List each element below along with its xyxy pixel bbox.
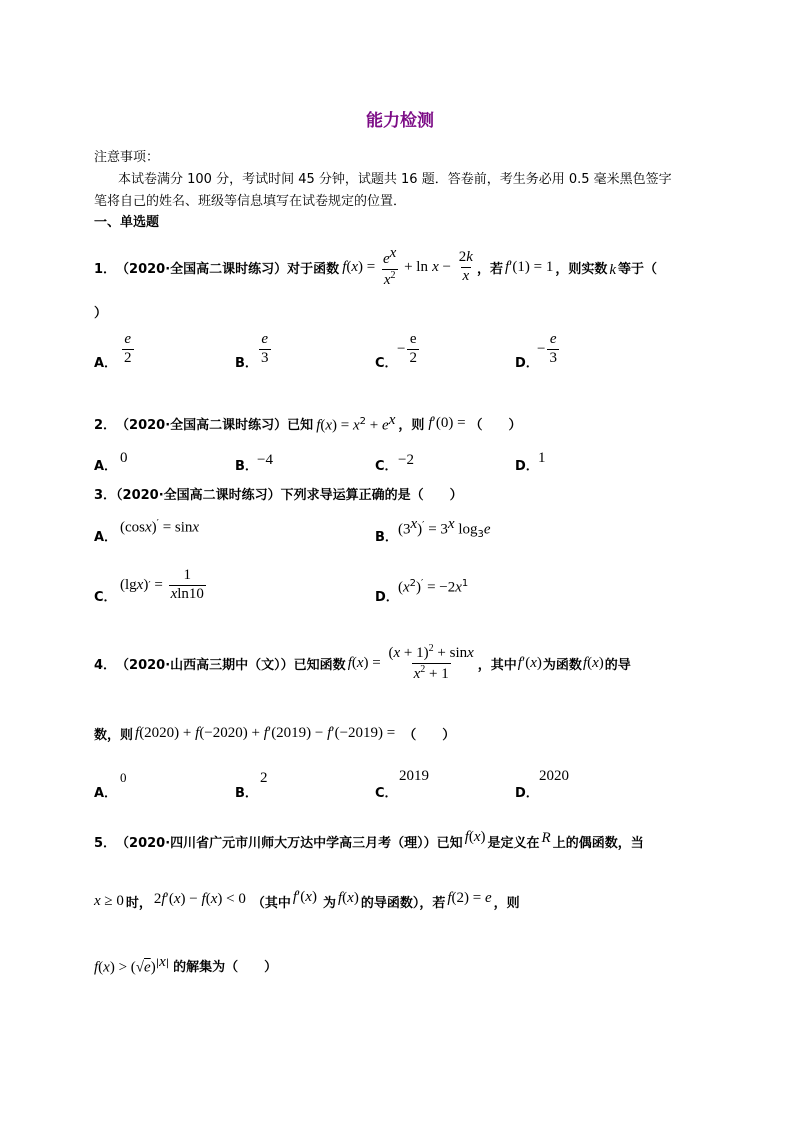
q1-option-c-label: C． xyxy=(375,356,398,371)
q1-lead: 对于函数 xyxy=(287,261,340,277)
q5-line2e: ，则 xyxy=(493,896,520,911)
q4-line2-text: 数，则 xyxy=(94,728,134,743)
q2-question: f′(0) = xyxy=(428,414,466,431)
page-title: 能力检测 xyxy=(366,111,434,131)
q1-option-d-label: D． xyxy=(515,356,539,371)
q5-source: （2020·四川省广元市川师大万达中学高三月考（理）） xyxy=(116,836,437,851)
q5-line2b: （其中 xyxy=(251,896,291,911)
q5-line2d: 的导函数），若 xyxy=(360,896,446,911)
q2-mid: ，则 xyxy=(398,417,425,433)
q3-option-d-label: D． xyxy=(375,590,399,605)
notes-heading: 注意事项： xyxy=(94,150,160,165)
q4-mid: ，其中 xyxy=(477,657,517,673)
q5-tail: 上的偶函数，当 xyxy=(552,836,644,851)
q3-option-c-value: (lg x ) ′ = $\frac{1}{xln10}$ xyxy=(120,567,204,602)
q1-mid: ，若 xyxy=(476,261,503,277)
q5-cond: x ≥ 0 xyxy=(94,893,124,909)
q2-paren: （ ） xyxy=(469,417,522,433)
q4-lead: 已知函数 xyxy=(293,657,346,673)
q4-option-d-value: 2020 xyxy=(539,768,569,784)
q4-source: （2020·山西高三期中（文）） xyxy=(116,657,294,673)
q3-option-d-value: $(x^2)' = -2x^1$ xyxy=(398,578,469,596)
q1-tail: ，则实数 xyxy=(555,261,608,277)
q5-f: f(x) xyxy=(464,829,486,845)
q1-source: （2020·全国高二课时练习） xyxy=(116,261,288,277)
q2-option-d-value: 1 xyxy=(538,450,546,466)
q1-option-b-value: $\frac{e}{3}$ xyxy=(261,331,269,366)
q4-fprime: f′(x) xyxy=(517,654,542,671)
notes-line-2: 笔将自己的姓名、班级等信息填写在试卷规定的位置． xyxy=(94,194,407,209)
q3-option-c-label: C． xyxy=(94,590,117,605)
q2-option-a-label: A． xyxy=(94,459,118,474)
q2-option-d-label: D． xyxy=(515,459,539,474)
q1-option-a-label: A． xyxy=(94,356,118,371)
q5-R: R xyxy=(541,830,551,846)
q1-tail2: 等于（ xyxy=(618,261,658,277)
section-heading: 一、单选题 xyxy=(94,215,160,230)
q4-line-2 xyxy=(94,724,455,743)
q1-option-d-value: − $\frac{e}{3}$ xyxy=(537,331,557,366)
q2-source: （2020·全国高二课时练习） xyxy=(116,417,288,433)
question-5 xyxy=(94,829,644,851)
q4-formula: f ( x ) = $\frac{(x + 1)^2 + \sin x}{x^2 + 1}$ xyxy=(347,643,474,682)
q5-number: 5． xyxy=(94,836,117,851)
q1-option-a-value: $\frac{e}{2}$ xyxy=(124,331,132,366)
q4-f: f(x) xyxy=(582,654,604,671)
q4-option-c-value: 2019 xyxy=(399,768,429,784)
q5-line2a: 时， xyxy=(125,896,152,911)
q4-option-b-label: B． xyxy=(235,786,258,801)
question-2 xyxy=(94,412,522,434)
q3-number: 3． xyxy=(94,488,117,503)
q3-text: 下列求导运算正确的是（ ） xyxy=(280,488,463,503)
q5-mid: 是定义在 xyxy=(487,836,540,851)
q1-number: 1． xyxy=(94,261,117,277)
q1-close: ） xyxy=(94,306,108,321)
q5-given: f(2) = e xyxy=(447,890,492,906)
q3-option-a-label: A． xyxy=(94,530,118,545)
q5-inequality: 2f′(x) − f(x) < 0 xyxy=(153,891,246,907)
q3-option-b-value: $(3^x)' = 3^x$ $\log_3e$ xyxy=(398,516,491,540)
q2-formula: $f(x) = x^2 + e^x$ xyxy=(316,412,396,434)
q4-option-d-label: D． xyxy=(515,786,539,801)
q1-formula: f ( x ) = $\frac{e^x}{x^2}$ + ln x − $\frac{2k}{x}$ xyxy=(342,245,473,288)
q4-paren: （ ） xyxy=(403,728,456,743)
q4-option-a-value: 0 xyxy=(120,770,127,785)
q5-fprime: f′(x) xyxy=(292,889,317,905)
question-3 xyxy=(94,484,463,503)
q1-condition: f′(1) = 1 xyxy=(504,258,554,275)
q4-mid2: 为函数 xyxy=(542,657,582,673)
q2-option-a-value: 0 xyxy=(120,450,128,466)
q4-tail: 的导 xyxy=(604,657,631,673)
q5-fx: f(x) xyxy=(337,890,359,906)
q5-line-2 xyxy=(94,889,520,911)
q4-expression: f(2020) + f(−2020) + f′(2019) − f′(−2019) = xyxy=(135,725,396,741)
q1-option-c-value: − $\frac{e}{2}$ xyxy=(397,331,417,366)
q4-option-c-label: C． xyxy=(375,786,398,801)
q4-option-a-label: A． xyxy=(94,786,118,801)
question-4 xyxy=(94,644,631,683)
q5-lead: 已知 xyxy=(436,836,463,851)
q5-line3-text: 的解集为（ ） xyxy=(173,959,278,975)
q5-line2c: 为 xyxy=(322,896,336,911)
q2-lead: 已知 xyxy=(287,417,314,433)
q4-option-b-value: 2 xyxy=(260,770,268,786)
q2-option-b-label: B． xyxy=(235,459,258,474)
q2-option-b-value: −4 xyxy=(257,452,273,468)
question-1 xyxy=(94,246,657,289)
q1-option-b-label: B． xyxy=(235,356,258,371)
q3-option-b-label: B． xyxy=(375,530,398,545)
q2-number: 2． xyxy=(94,417,117,433)
q2-option-c-label: C． xyxy=(375,459,398,474)
q3-source: （2020·全国高二课时练习） xyxy=(116,488,281,503)
q5-line-3 xyxy=(94,954,277,976)
q2-option-c-value: −2 xyxy=(398,452,414,468)
notes-line-1: 本试卷满分 100 分，考试时间 45 分钟，试题共 16 题．答卷前，考生务必用 0.5 毫米黑色签字 xyxy=(118,172,672,187)
q1-k: k xyxy=(609,261,617,278)
q4-number: 4． xyxy=(94,657,117,673)
q3-option-a-value: (cosx)′ = sinx xyxy=(120,518,200,536)
q5-solution-expr: $f(x) > (√e)^{|x|}$ xyxy=(94,954,170,976)
